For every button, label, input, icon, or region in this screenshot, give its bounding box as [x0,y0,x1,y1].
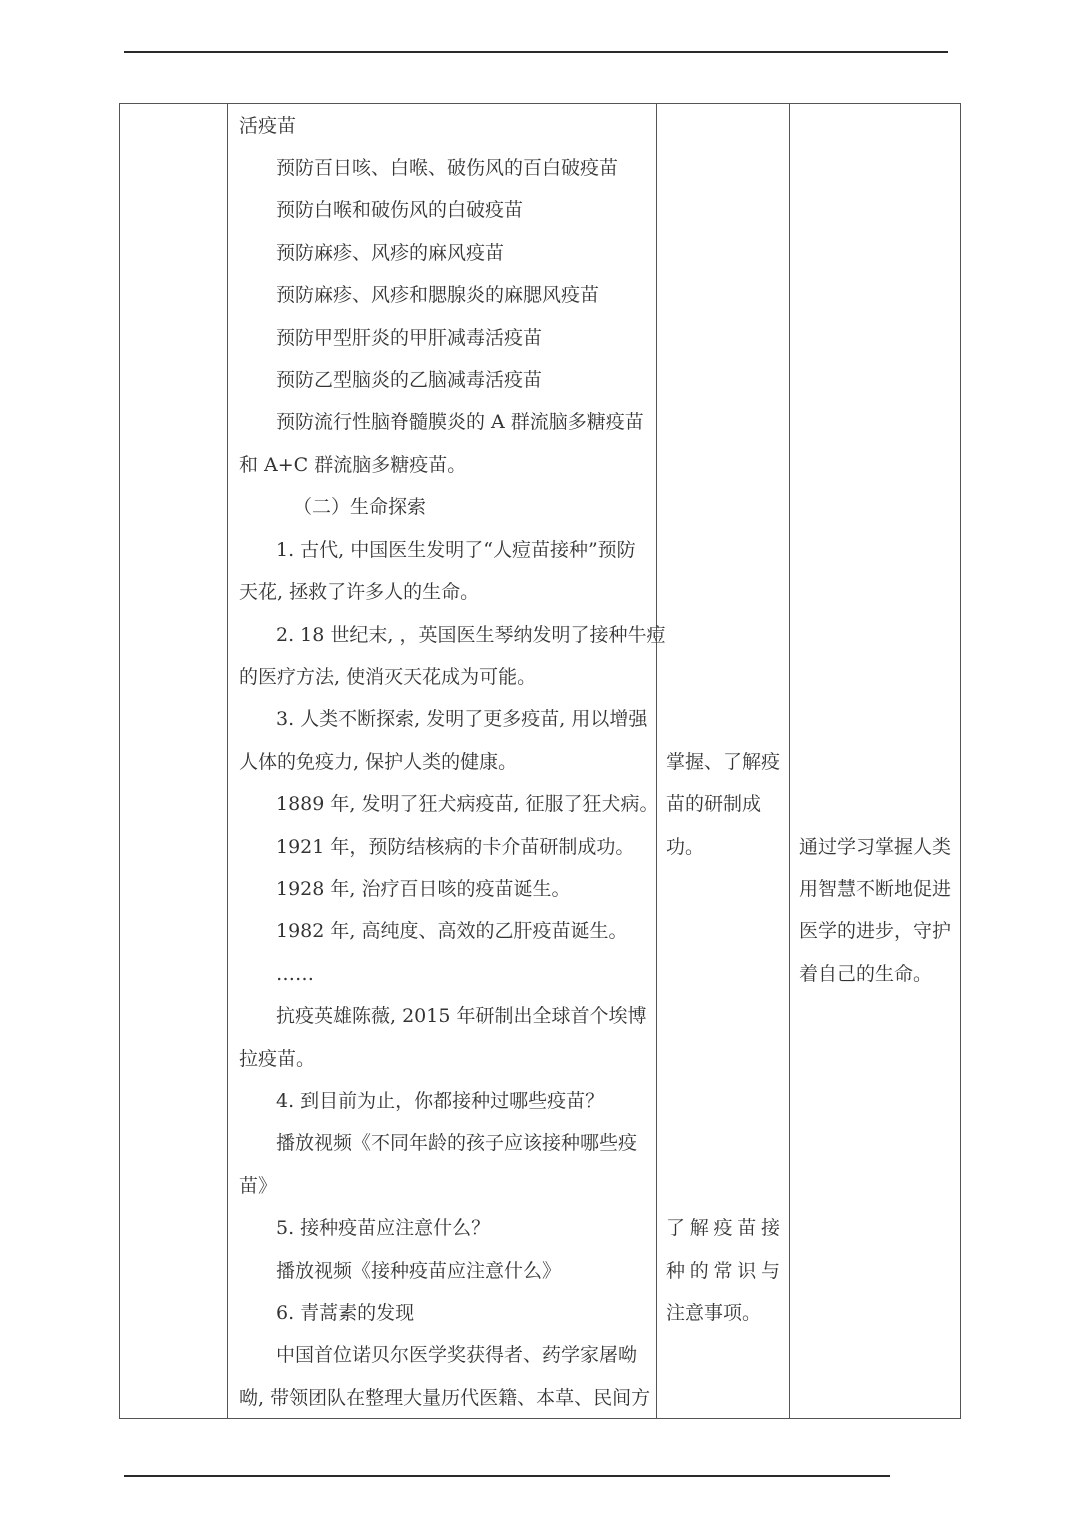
intent-line: 医学的进步，守护 [799,920,952,942]
content-line: 4. 到目前为止，你都接种过哪些疫苗？ [276,1090,605,1112]
content-line: 预防甲型肝炎的甲肝减毒活疫苗 [276,327,543,349]
content-line: 中国首位诺贝尔医学奖获得者、药学家屠呦 [276,1344,638,1366]
goal-line: 苗的研制成 [666,793,762,815]
content-line: 播放视频《接种疫苗应注意什么》 [276,1260,562,1282]
goal-line: 掌握、了解疫 [666,751,781,773]
content-line: 的医疗方法, 使消灭天花成为可能。 [239,666,537,688]
content-line: 预防乙型脑炎的乙脑减毒活疫苗 [276,369,543,391]
column-divider-1 [227,104,228,1418]
content-line: 人体的免疫力, 保护人类的健康。 [239,751,518,773]
content-line: 1921 年，预防结核病的卡介苗研制成功。 [276,836,635,858]
content-line: 1928 年, 治疗百日咳的疫苗诞生。 [276,878,571,900]
content-line: 预防白喉和破伤风的白破疫苗 [276,199,524,221]
column-divider-2 [656,104,657,1418]
goal-line: 种的常识与 [666,1260,780,1282]
intent-line: 通过学习掌握人类 [799,836,952,858]
column-divider-3 [789,104,790,1418]
intent-line: 着自己的生命。 [799,963,933,985]
content-line: 活疫苗 [239,115,297,137]
content-line: 抗疫英雄陈薇, 2015 年研制出全球首个埃博 [276,1005,647,1027]
content-line: 1889 年, 发明了狂犬病疫苗, 征服了狂犬病。 [276,793,659,815]
goal-line: 功。 [666,836,705,858]
goal-line: 注意事项。 [666,1302,762,1324]
ellipsis: …… [276,963,314,985]
content-line: 5. 接种疫苗应注意什么？ [276,1217,491,1239]
content-line: 1982 年, 高纯度、高效的乙肝疫苗诞生。 [276,920,628,942]
content-line: 3. 人类不断探索, 发明了更多疫苗, 用以增强 [276,708,648,730]
content-line: 拉疫苗。 [239,1048,316,1070]
content-line: 播放视频《不同年龄的孩子应该接种哪些疫 [276,1132,638,1154]
content-line: 6. 青蒿素的发现 [276,1302,415,1324]
content-line: 预防百日咳、白喉、破伤风的百白破疫苗 [276,157,619,179]
goal-line: 了解疫苗接 [666,1217,780,1239]
intent-line: 用智慧不断地促进 [799,878,952,900]
header-rule [124,51,948,53]
section-heading: （二）生命探索 [293,496,427,518]
content-line: 2. 18 世纪末, ，英国医生琴纳发明了接种牛痘 [276,624,666,646]
content-line: 1. 古代, 中国医生发明了“人痘苗接种”预防 [276,539,636,561]
content-line: 预防麻疹、风疹和腮腺炎的麻腮风疫苗 [276,284,600,306]
content-line: 预防流行性脑脊髓膜炎的 A 群流脑多糖疫苗 [276,411,644,433]
content-line: 预防麻疹、风疹的麻风疫苗 [276,242,505,264]
footer-rule [124,1475,890,1477]
content-line: 和 A+C 群流脑多糖疫苗。 [239,454,467,476]
content-line: 呦, 带领团队在整理大量历代医籍、本草、民间方 [239,1387,651,1409]
content-line: 苗》 [239,1175,278,1197]
content-line: 天花, 拯救了许多人的生命。 [239,581,480,603]
